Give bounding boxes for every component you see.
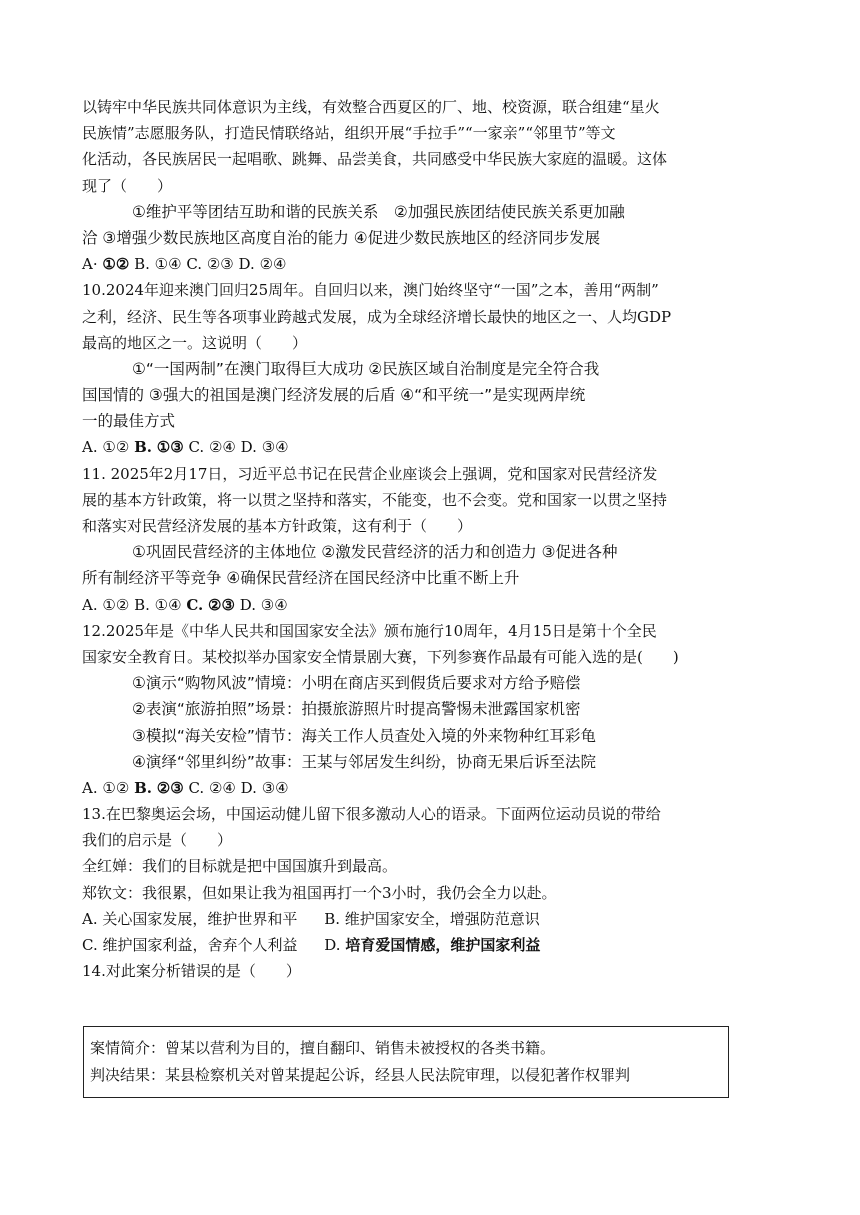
question-11-stem-line: 11. 2025年2月17日，习近平总书记在民营企业座谈会上强调，党和国家对民营经济发 <box>82 464 658 483</box>
question-10-choices <box>82 434 772 460</box>
choice-value: ②④ <box>259 255 287 274</box>
case-verdict-line: 判决结果：某县检察机关对曾某提起公诉，经县人民法院审理，以侵犯著作权罪判 <box>90 1066 631 1084</box>
choice-value: ①② <box>102 778 130 797</box>
choice-label: C. <box>188 438 205 457</box>
question-11-stem-line: 和落实对民营经济发展的基本方针政策，这有利于（ ） <box>82 517 473 535</box>
choice-value: ③④ <box>260 595 288 614</box>
choice-value-answer: ②③ <box>208 595 235 614</box>
choice-value: ③④ <box>261 778 289 797</box>
question-12-stem-line: 12.2025年是《中华人民共和国国家安全法》颁布施行10周年，4月15日是第十个全民 <box>82 621 657 640</box>
choice-label: A. <box>82 909 98 928</box>
question-9-stem-line: 现了（ ） <box>82 176 173 195</box>
question-11-choices <box>82 592 772 618</box>
question-12-statement-line: ④演绎“邻里纠纷”故事：王某与邻居发生纠纷，协商无果后诉至法院 <box>132 752 596 771</box>
question-12-stem-line: 国家安全教育日。某校拟举办国家安全情景剧大赛，下列参赛作品最有可能入选的是( ) <box>82 647 679 666</box>
choice-label: B. <box>134 255 150 274</box>
question-9-stem-line: 化活动，各民族居民一起唱歌、跳舞、品尝美食，共同感受中华民族大家庭的温暖。这体 <box>82 150 668 169</box>
case-box <box>83 1026 729 1098</box>
question-11-statement-line: 所有制经济平等竞争 ④确保民营经济在国民经济中比重不断上升 <box>82 569 520 588</box>
question-10-stem-line: 之利，经济、民生等各项事业跨越式发展，成为全球经济增长最快的地区之一、人均GDP <box>82 307 672 326</box>
question-12-choices <box>82 775 772 801</box>
choice-label: D. <box>240 778 257 797</box>
choice-value: 维护国家安全，增强防范意识 <box>344 909 540 928</box>
question-10 <box>82 277 772 460</box>
question-11-stem-line: 展的基本方针政策，将一以贯之坚持和落实，不能变，也不会变。党和国家一以贯之坚持 <box>82 490 668 509</box>
question-10-statement-line: 一的最佳方式 <box>82 412 176 431</box>
question-13-quote-line: 郑钦文：我很累，但如果让我为祖国再打一个3小时，我仍会全力以赴。 <box>82 883 557 902</box>
choice-value: ①② <box>102 438 130 457</box>
choice-label-answer: B. <box>134 438 152 457</box>
question-10-statement-line: ①“一国两制”在澳门取得巨大成功 ②民族区域自治制度是完全符合我 <box>132 359 600 378</box>
question-9-statement-line: 洽 ③增强少数民族地区高度自治的能力 ④促进少数民族地区的经济同步发展 <box>82 228 601 247</box>
question-9-choices <box>82 251 772 277</box>
choice-value-answer: ①② <box>102 255 130 274</box>
choice-label: B. <box>324 909 340 928</box>
choice-label: C. <box>186 255 203 274</box>
question-9 <box>82 94 772 277</box>
question-11 <box>82 461 772 618</box>
question-10-stem-line: 10.2024年迎来澳门回归25周年。自回归以来，澳门始终坚守“一国”之本，善用“两制” <box>82 281 659 300</box>
choice-label: A. <box>82 595 98 614</box>
choice-value: ①② <box>102 595 130 614</box>
question-13-stem-line: 13.在巴黎奥运会场，中国运动健儿留下很多激动人心的语录。下面两位运动员说的带给 <box>82 805 661 824</box>
choice-label: D. <box>239 595 256 614</box>
case-intro-line: 案情简介：曾某以营利为目的，擅自翻印、销售未被授权的各类书籍。 <box>90 1039 556 1057</box>
choice-label-answer: B. <box>134 778 152 797</box>
choice-label: A. <box>82 438 98 457</box>
choice-label: D. <box>238 255 255 274</box>
question-12-statement-line: ①演示“购物风波”情境：小明在商店买到假货后要求对方给予赔偿 <box>132 674 581 693</box>
choice-label: A· <box>82 255 98 274</box>
choice-value: 维护国家利益，舍弃个人利益 <box>102 936 298 954</box>
choice-label: D. <box>324 936 341 954</box>
exam-page <box>82 94 772 984</box>
question-12 <box>82 618 772 801</box>
choice-value: ②③ <box>206 255 234 274</box>
choice-label: C. <box>188 778 205 797</box>
question-11-statement-line: ①巩固民营经济的主体地位 ②激发民营经济的活力和创造力 ③促进各种 <box>132 543 618 562</box>
question-13-choices-row <box>82 906 772 932</box>
choice-label-answer: C. <box>186 595 204 614</box>
choice-value: 关心国家发展，维护世界和平 <box>102 909 298 928</box>
choice-value: ②④ <box>208 778 236 797</box>
question-14-stem: 14.对此案分析错误的是（ ） <box>82 962 301 981</box>
question-13-stem-line: 我们的启示是（ ） <box>82 831 233 850</box>
choice-label: A. <box>82 778 98 797</box>
question-9-stem-line: 以铸牢中华民族共同体意识为主线，有效整合西夏区的厂、地、校资源，联合组建“星火 <box>82 98 660 116</box>
question-10-statement-line: 国国情的 ③强大的祖国是澳门经济发展的后盾 ④“和平统一”是实现两岸统 <box>82 386 586 405</box>
choice-value-answer: 培育爱国情感，维护国家利益 <box>345 936 541 954</box>
question-13-choices-row <box>82 932 772 958</box>
question-10-stem-line: 最高的地区之一。这说明（ ） <box>82 333 308 352</box>
choice-value-answer: ②③ <box>156 778 184 797</box>
choice-value: ②④ <box>208 438 236 457</box>
choice-label: D. <box>240 438 257 457</box>
choice-value: ①④ <box>154 595 182 614</box>
question-9-statement-line: ①维护平等团结互助和谐的民族关系 ②加强民族团结使民族关系更加融 <box>132 202 625 221</box>
choice-value: ③④ <box>261 438 289 457</box>
choice-value: ①④ <box>154 255 182 274</box>
question-12-statement-line: ②表演“旅游拍照”场景：拍摄旅游照片时提高警惕未泄露国家机密 <box>132 700 581 719</box>
choice-label: B. <box>134 595 150 614</box>
question-12-statement-line: ③模拟“海关安检”情节：海关工作人员查处入境的外来物种红耳彩龟 <box>132 726 596 745</box>
question-9-stem-line: 民族情”志愿服务队，打造民情联络站，组织开展“手拉手”“一家亲”“邻里节”等文 <box>82 124 616 143</box>
choice-label: C. <box>82 936 98 954</box>
choice-value-answer: ①③ <box>156 438 184 457</box>
question-14 <box>82 958 772 984</box>
question-13-quote-line: 全红婵：我们的目标就是把中国国旗升到最高。 <box>82 857 398 876</box>
question-13 <box>82 801 772 958</box>
